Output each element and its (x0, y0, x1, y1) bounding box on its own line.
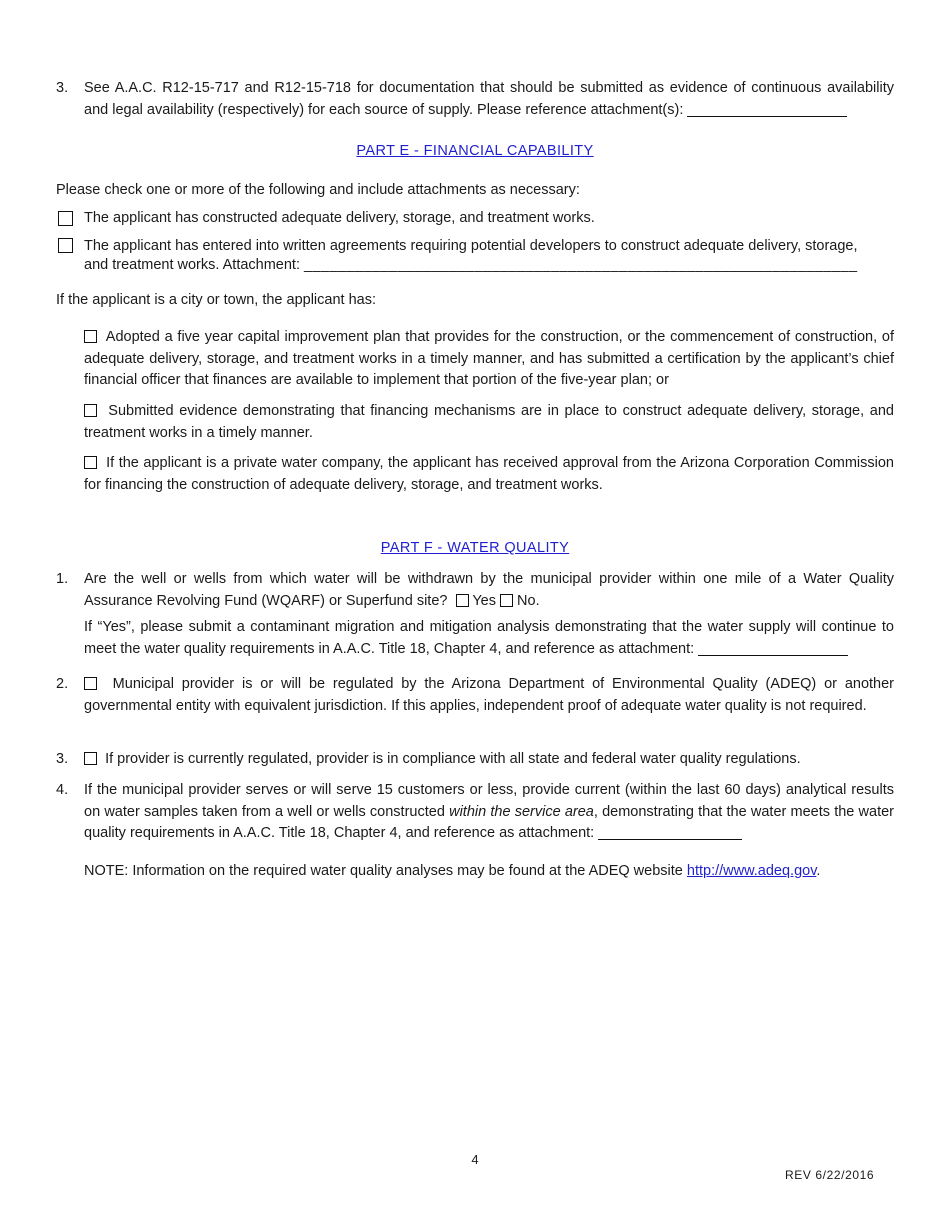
revision-date: REV 6/22/2016 (785, 1168, 875, 1182)
capital-plan-option (84, 327, 894, 392)
adeq-regulated-checkbox[interactable] (84, 677, 97, 690)
sampling-text-a: If the municipal provider serves or will serve 15 customers or less, provide current (within the last 60 days) analytical results on water samples taken from a well or wells constructed (84, 782, 894, 820)
compliance-checkbox[interactable] (84, 752, 97, 765)
developer-agreements-checkbox[interactable] (58, 238, 73, 253)
part-e-intro: Please check one or more of the following and include attachments as necessary: (56, 182, 580, 198)
constructed-works-label: The applicant has constructed adequate delivery, storage, and treatment works. (84, 210, 595, 226)
item-number: 2. (56, 676, 69, 692)
adeq-regulated-option (84, 674, 894, 717)
adeq-note (84, 863, 894, 879)
note-text: Information on the required water quality analyses may be found at the ADEQ website (132, 863, 683, 879)
private-company-label: If the applicant is a private water company, the applicant has received approval from the Arizona Corporation Commission for financing the construction of adequate delivery, storage, and treatment works. (84, 455, 894, 493)
developer-agreements-line1: The applicant has entered into written agreements requiring potential developers to construct adequate delivery, storage, (84, 238, 858, 254)
adeq-website-link[interactable]: http://www.adeq.gov (686, 863, 817, 879)
city-town-intro: If the applicant is a city or town, the applicant has: (56, 292, 376, 308)
small-provider-sampling-paragraph (84, 780, 894, 845)
part-e-heading: PART E - FINANCIAL CAPABILITY (356, 143, 594, 159)
page-number: 4 (471, 1152, 479, 1167)
sampling-text-b: , demonstrating that the water meets the water quality requirements in A.A.C. Title 18, Chapter 4, and reference as attachment: (84, 803, 895, 841)
private-company-option (84, 453, 894, 496)
financing-mechanisms-label: Submitted evidence demonstrating that financing mechanisms are in place to construct adequate delivery, storage, and treatment works in a timely manner. (84, 403, 894, 441)
part-f-heading: PART F - WATER QUALITY (380, 540, 570, 556)
wqarf-question-text: Are the well or wells from which water will be withdrawn by the municipal provider within one mile of a Water Quality Assurance Revolving Fund (WQARF) or Superfund site? (84, 571, 894, 609)
private-company-checkbox[interactable] (84, 456, 97, 469)
wqarf-yes-label: Yes (472, 592, 496, 609)
item-number: 4. (56, 782, 69, 798)
agreements-attachment-field[interactable]: _________________________________________________________________ (304, 257, 858, 273)
constructed-works-checkbox[interactable] (58, 211, 73, 226)
developer-agreements-label (84, 237, 896, 275)
paragraph-text: See A.A.C. R12-15-717 and R12-15-718 for documentation that should be submitted as evidence of continuous availability and legal availability (respectively) for each source of supply. Please reference attachment(s): (84, 80, 894, 118)
contaminant-analysis-text: If “Yes”, please submit a contaminant migration and mitigation analysis demonstrating that the water supply will continue to meet the water quality requirements in A.A.C. Title 18, Chapter 4, and reference as attachment: (84, 619, 894, 657)
adeq-regulated-label: Municipal provider is or will be regulated by the Arizona Department of Environmental Quality (ADEQ) or another governmental entity with equivalent jurisdiction. If this applies, independent proof of adequate water quality is not required. (84, 676, 894, 714)
contaminant-analysis-instruction (84, 617, 894, 660)
attachment-reference-field[interactable] (687, 102, 847, 117)
capital-plan-label: Adopted a five year capital improvement plan that provides for the construction, or the commencement of construction, of adequate delivery, storage, and treatment works in a timely manner, and has submitted a certification by the applicant’s chief financial officer that finances are available to implement that portion of the five-year plan; or (84, 329, 894, 388)
capital-plan-checkbox[interactable] (84, 330, 97, 343)
wqarf-no-checkbox[interactable] (500, 594, 513, 607)
attachment-reference-paragraph (84, 78, 894, 121)
compliance-label: If provider is currently regulated, provider is in compliance with all state and federal water quality regulations. (105, 751, 801, 767)
wqarf-question (84, 569, 894, 612)
item-number: 3. (56, 80, 69, 96)
note-end: . (816, 863, 821, 879)
note-label: NOTE: (84, 863, 129, 879)
financing-mechanisms-checkbox[interactable] (84, 404, 97, 417)
sampling-emphasis: within the service area (449, 803, 594, 820)
compliance-option (84, 749, 894, 771)
wqarf-no-label: No. (517, 592, 540, 609)
item-number: 1. (56, 571, 69, 587)
developer-agreements-line2: and treatment works. Attachment: (84, 257, 300, 273)
financing-mechanisms-option (84, 401, 894, 444)
contaminant-analysis-attachment-field[interactable] (698, 641, 848, 656)
item-number: 3. (56, 751, 69, 767)
wqarf-yes-checkbox[interactable] (456, 594, 469, 607)
sampling-attachment-field[interactable] (598, 825, 742, 840)
